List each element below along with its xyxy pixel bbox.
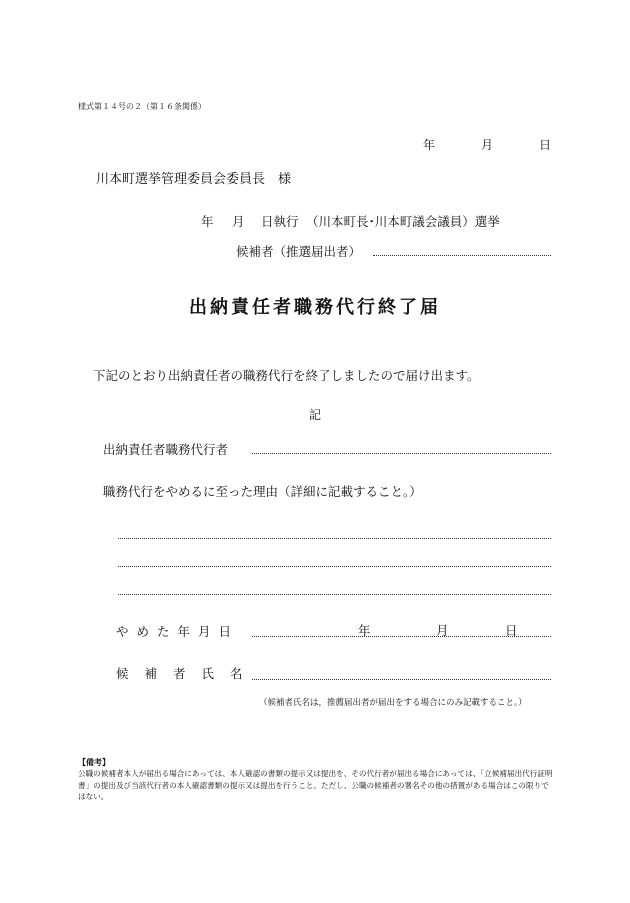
submission-month-label: 月: [481, 138, 494, 152]
deputy-field[interactable]: [252, 453, 551, 454]
candidate-name-label: 候補者氏名: [116, 666, 259, 681]
submission-year-label: 年: [423, 138, 436, 152]
addressee: 川本町選挙管理委員会委員長 様: [96, 172, 292, 187]
reason-label: 職務代行をやめるに至った理由（詳細に記載すること。）: [103, 484, 422, 499]
quit-day-label: 日: [505, 623, 518, 638]
ki-marker: 記: [308, 408, 321, 422]
remarks-body: 公職の候補者本人が届出る場合にあっては、本人確認の書類の提示又は提出を、その代行者が届出る場合にあっては、「立候補届出代行証明書」の提出及び当該代行者の本人確認書類の提示又は提出を行うこと。ただし、公職の候補者の署名その他の措置がある場合はこの限りではない。: [78, 769, 553, 801]
candidate-label: 候補者（推選届出者）: [236, 244, 362, 259]
candidate-name-field[interactable]: [252, 679, 551, 680]
intro-text: 下記のとおり出納責任者の職務代行を終了しましたので届け出ます。: [93, 368, 480, 383]
candidate-name-note: （候補者氏名は，推薦届出者が届出をする場合にのみ記載すること。）: [259, 698, 527, 708]
quit-date-label: やめた年月日: [116, 624, 240, 639]
document-title: 出納責任者職務代行終了届: [189, 297, 441, 318]
election-month-label: 月: [232, 214, 245, 229]
form-number: 様式第１４号の２（第１６条関係）: [78, 102, 206, 111]
remarks-title: 【備考】: [78, 758, 110, 767]
deputy-label: 出納責任者職務代行者: [103, 442, 229, 457]
reason-line-3[interactable]: [118, 594, 551, 595]
reason-line-2[interactable]: [118, 566, 551, 567]
election-name: （川本町長･川本町議会議員）選挙: [306, 214, 500, 229]
quit-year-label: 年: [358, 623, 371, 638]
election-year-label: 年: [201, 214, 214, 229]
submission-day-label: 日: [539, 138, 552, 152]
election-date-suffix: 日執行: [261, 214, 299, 229]
quit-date-field[interactable]: [252, 636, 551, 637]
reason-line-1[interactable]: [118, 538, 551, 539]
candidate-field[interactable]: [373, 255, 551, 256]
quit-month-label: 月: [436, 623, 449, 638]
